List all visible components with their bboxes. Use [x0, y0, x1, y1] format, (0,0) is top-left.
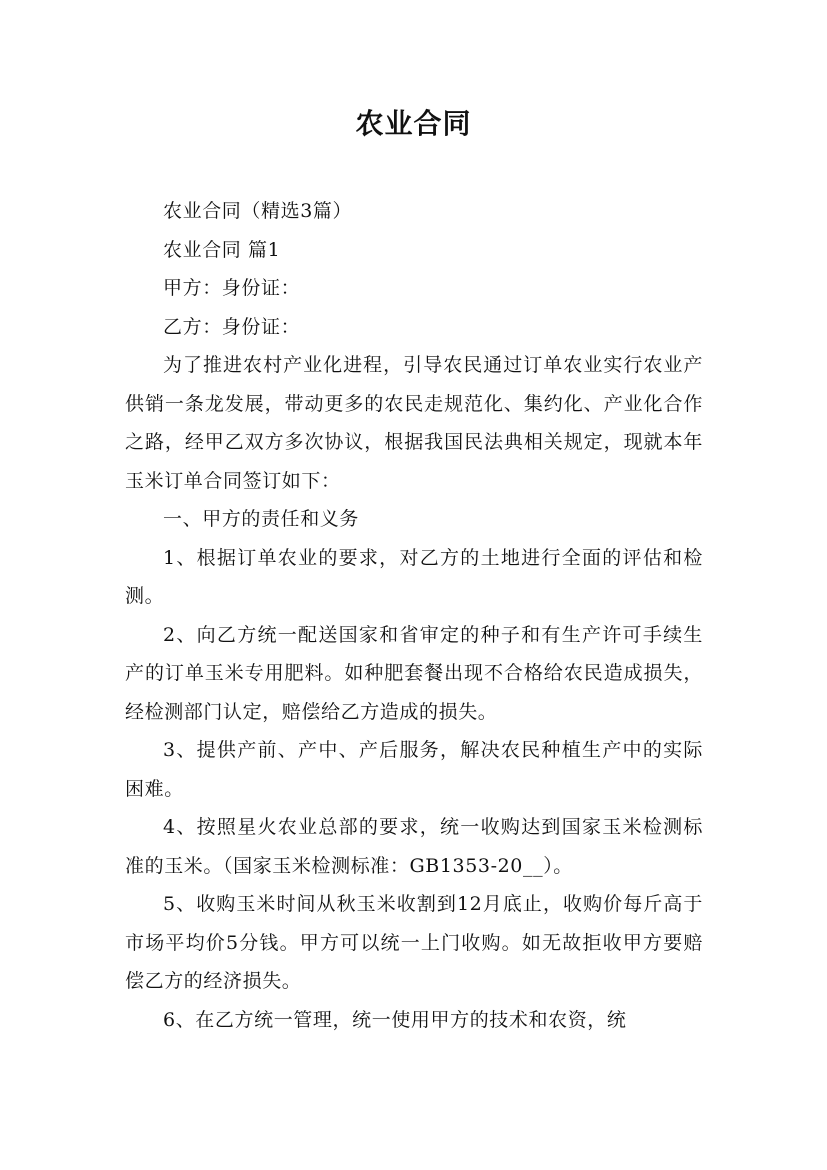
paragraph-item-4: 4、按照星火农业总部的要求，统一收购达到国家玉米检测标准的玉米。（国家玉米检测标准：GB1353-20__）。	[125, 816, 703, 877]
paragraph-section-heading: 农业合同 篇1	[163, 238, 281, 261]
paragraph-item-1: 1、根据订单农业的要求，对乙方的土地进行全面的评估和检测。	[125, 546, 703, 607]
paragraph-party-a: 甲方：身份证：	[163, 277, 301, 299]
paragraph-item-3: 3、提供产前、产中、产后服务，解决农民种植生产中的实际困难。	[125, 739, 703, 800]
document-body	[125, 192, 703, 1039]
paragraph-subtitle: 农业合同（精选3篇）	[163, 200, 353, 222]
paragraph-preamble: 为了推进农村产业化进程，引导农民通过订单农业实行农业产供销一条龙发展，带动更多的农民走规范化、集约化、产业化合作之路，经甲乙双方多次协议，根据我国民法典相关规定，现就本年玉米订单合同签订如下：	[125, 354, 703, 492]
paragraph-item-6: 6、在乙方统一管理，统一使用甲方的技术和农资，统	[163, 1008, 627, 1031]
paragraph-party-b: 乙方：身份证：	[163, 315, 301, 338]
paragraph-item-5: 5、收购玉米时间从秋玉米收割到12月底止，收购价每斤高于市场平均价5分钱。甲方可以统一上门收购。如无故拒收甲方要赔偿乙方的经济损失。	[125, 893, 703, 992]
paragraph-clause-heading-1: 一、甲方的责任和义务	[163, 508, 360, 530]
document-title: 农业合同	[355, 107, 472, 140]
paragraph-item-2: 2、向乙方统一配送国家和省审定的种子和有生产许可手续生产的订单玉米专用肥料。如种肥套餐出现不合格给农民造成损失，经检测部门认定，赔偿给乙方造成的损失。	[125, 623, 703, 723]
